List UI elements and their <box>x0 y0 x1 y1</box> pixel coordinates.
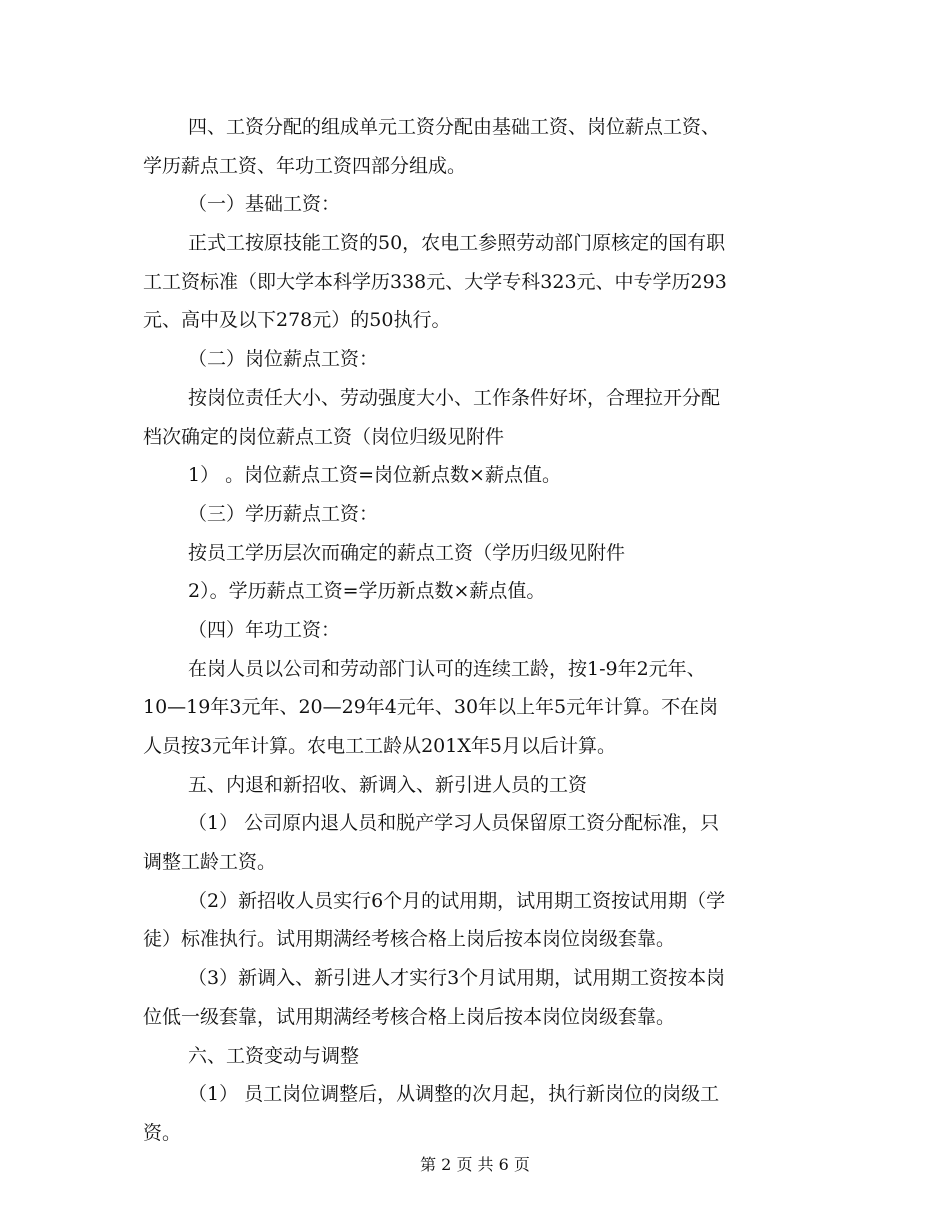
text-line: 工工资标准（即大学本科学历338元、大学专科323元、中专学历293 <box>143 270 727 293</box>
subheading-education-salary: （三）学历薪点工资： <box>188 502 379 525</box>
subheading-position-salary: （二）岗位薪点工资： <box>188 348 379 371</box>
text-line: 在岗人员以公司和劳动部门认可的连续工龄，按1-9年2元年、 <box>188 657 706 680</box>
text-line: 人员按3元年计算。农电工工龄从201X年5月以后计算。 <box>143 735 616 757</box>
document-body <box>143 108 808 1153</box>
text-line: （2）新招收人员实行6个月的试用期，试用期工资按试用期（学 <box>188 889 726 912</box>
page-number-footer: 第 2 页 共 6 页 <box>420 1155 530 1174</box>
text-line: （1） 公司原内退人员和脱产学习人员保留原工资分配标准，只 <box>188 812 720 835</box>
text-line: 10—19年3元年、20—29年4元年、30年以上年5元年计算。不在岗 <box>143 696 719 719</box>
subheading-seniority-salary: （四）年功工资： <box>188 618 341 641</box>
section-heading-4: 四、工资分配的组成单元工资分配由基础工资、岗位薪点工资、 <box>188 116 721 138</box>
text-line: 学历薪点工资、年功工资四部分组成。 <box>143 154 467 177</box>
text-line: 正式工按原技能工资的50，农电工参照劳动部门原核定的国有职 <box>188 232 726 255</box>
section-heading-6: 六、工资变动与调整 <box>188 1044 360 1067</box>
subheading-base-salary: （一）基础工资： <box>188 193 341 216</box>
text-line: 档次确定的岗位薪点工资（岗位归级见附件 <box>143 425 505 448</box>
text-line: 徒）标准执行。试用期满经考核合格上岗后按本岗位岗级套靠。 <box>143 928 676 951</box>
text-line: 位低一级套靠，试用期满经考核合格上岗后按本岗位岗级套靠。 <box>143 1005 676 1028</box>
section-heading-5: 五、内退和新招收、新调入、新引进人员的工资 <box>188 773 588 796</box>
text-line: 按岗位责任大小、劳动强度大小、工作条件好坏，合理拉开分配 <box>188 386 721 409</box>
text-line: 元、高中及以下278元）的50执行。 <box>143 309 451 332</box>
text-line: （3）新调入、新引进人才实行3个月试用期，试用期工资按本岗 <box>188 967 726 990</box>
text-line: 按员工学历层次而确定的薪点工资（学历归级见附件 <box>188 541 626 564</box>
text-line: 资。 <box>143 1121 182 1144</box>
text-line: 调整工龄工资。 <box>143 851 277 874</box>
text-line: 2）。学历薪点工资=学历新点数×薪点值。 <box>188 580 546 603</box>
text-line: 1） 。岗位薪点工资=岗位新点数×薪点值。 <box>188 464 561 487</box>
text-line: （1） 员工岗位调整后，从调整的次月起，执行新岗位的岗级工 <box>188 1083 720 1106</box>
